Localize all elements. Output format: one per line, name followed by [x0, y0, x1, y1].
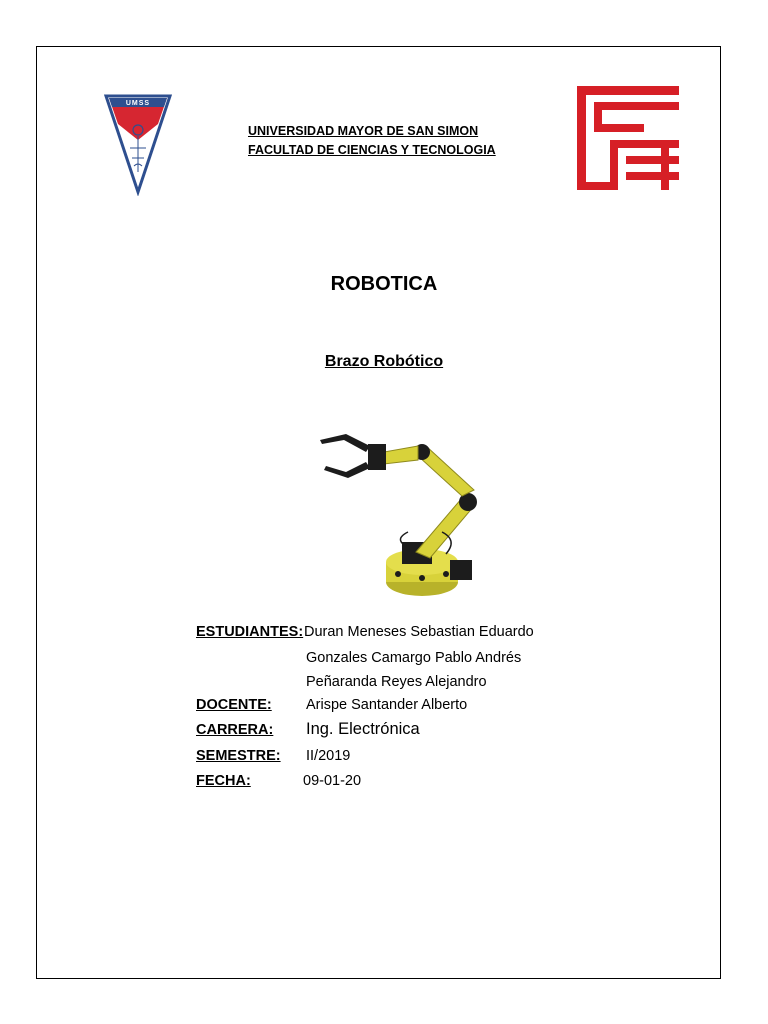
faculty-name: FACULTAD DE CIENCIAS Y TECNOLOGIA	[248, 143, 496, 157]
teacher-label: DOCENTE:	[196, 697, 272, 713]
document-subtitle: Brazo Robótico	[324, 353, 444, 370]
semester-label: SEMESTRE:	[196, 748, 281, 764]
university-name: UNIVERSIDAD MAYOR DE SAN SIMON	[248, 124, 479, 138]
student-3: Peñaranda Reyes Alejandro	[306, 674, 487, 690]
date-label: FECHA:	[196, 773, 251, 789]
career-label: CARRERA:	[196, 722, 274, 738]
students-label: ESTUDIANTES:	[196, 624, 304, 640]
umss-logo	[104, 92, 172, 196]
semester-value: II/2019	[306, 748, 351, 764]
document-title: ROBOTICA	[330, 273, 438, 295]
career-value: Ing. Electrónica	[306, 720, 420, 738]
svg-text:UMSS: UMSS	[125, 100, 151, 107]
fcyt-logo	[577, 86, 679, 190]
date-value: 09-01-20	[303, 773, 362, 789]
teacher-name: Arispe Santander Alberto	[306, 697, 468, 713]
university-header	[248, 122, 496, 160]
student-1: Duran Meneses Sebastian Eduardo	[304, 624, 534, 640]
robot-arm-icon	[312, 422, 492, 606]
student-2: Gonzales Camargo Pablo Andrés	[306, 650, 522, 666]
